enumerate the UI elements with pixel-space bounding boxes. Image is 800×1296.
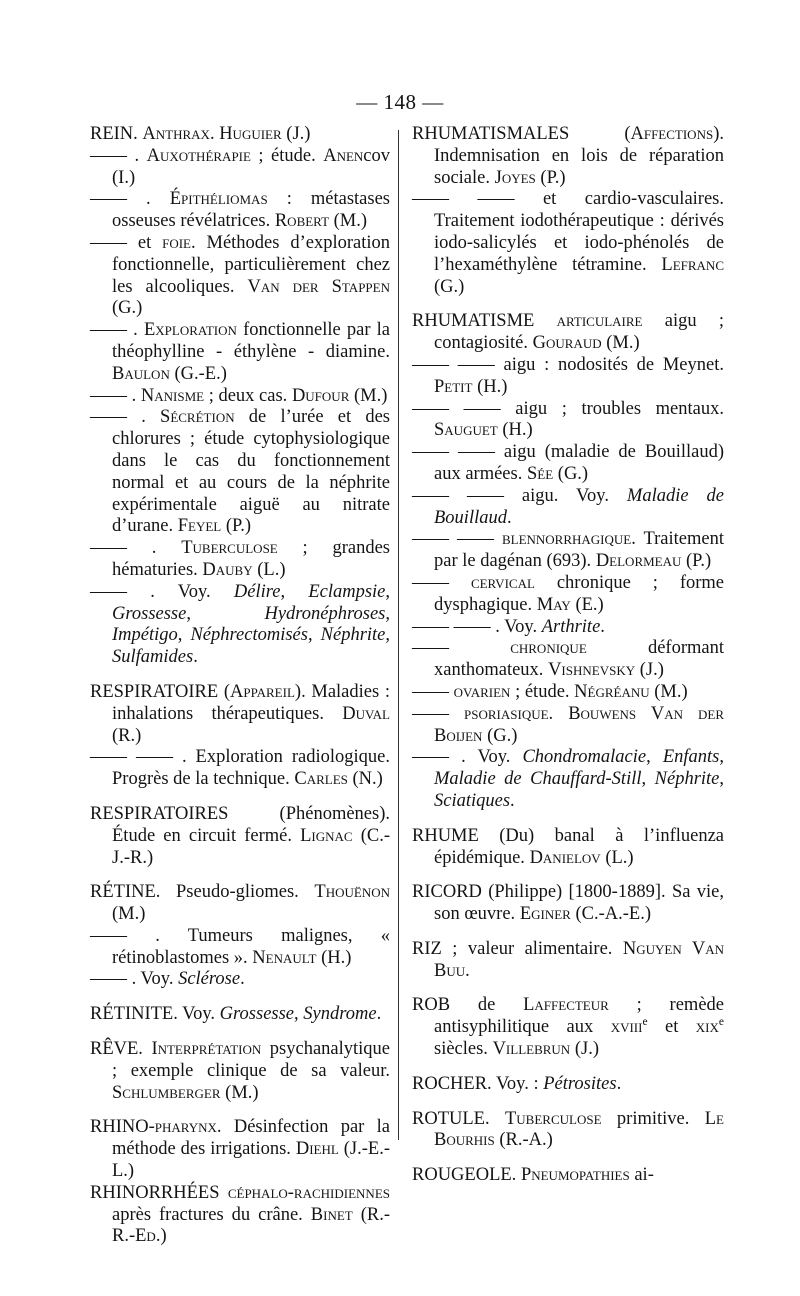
entry-text: (P.) bbox=[221, 516, 252, 537]
entry-text: —— —— aigu : nodosités de Meynet. bbox=[412, 354, 724, 375]
index-subentry bbox=[90, 926, 390, 970]
index-subentry bbox=[412, 573, 724, 617]
entry-text: ). Indemnisation en lois de réparation sociale. bbox=[434, 124, 724, 188]
entry-text: —— . bbox=[90, 385, 141, 406]
entry-text: (L.) bbox=[600, 847, 634, 868]
index-subentry bbox=[90, 233, 390, 320]
page-number: — 148 — bbox=[356, 90, 444, 114]
index-subentry bbox=[412, 638, 724, 682]
entry-text: Vishnevsky bbox=[548, 660, 636, 681]
entry-text: , bbox=[177, 625, 191, 646]
entry-text: Sauguet bbox=[434, 420, 498, 441]
index-entry bbox=[90, 1039, 390, 1104]
entry-text: après fractures du crâne. bbox=[112, 1204, 311, 1225]
index-entry bbox=[412, 826, 724, 870]
entry-text: Arthrite bbox=[541, 616, 601, 637]
entry-text: , bbox=[280, 581, 309, 602]
entry-text: ; deux cas. bbox=[204, 385, 292, 406]
entry-text: RESPIRATOIRE ( bbox=[90, 681, 230, 702]
index-subentry bbox=[412, 529, 724, 573]
entry-text: céphalo-rachidiennes bbox=[227, 1182, 390, 1203]
index-entry bbox=[90, 124, 390, 146]
entry-text: Affections bbox=[630, 124, 714, 144]
index-subentry bbox=[412, 486, 724, 530]
index-subentry bbox=[90, 407, 390, 538]
index-subentry bbox=[90, 146, 390, 190]
entry-text: Lefranc bbox=[661, 254, 724, 275]
index-subentry bbox=[90, 386, 390, 408]
index-subentry bbox=[90, 1183, 390, 1248]
index-entry bbox=[412, 939, 724, 983]
entry-text: e bbox=[642, 1016, 648, 1029]
entry-text: (R.-A.) bbox=[494, 1130, 553, 1151]
entry-text: siècles. bbox=[434, 1039, 493, 1060]
entry-text: (C.-A.-E.) bbox=[570, 904, 651, 925]
index-entry bbox=[412, 1074, 724, 1096]
entry-text: chronique bbox=[510, 638, 587, 659]
entry-text: RHINORRHÉES bbox=[90, 1182, 228, 1203]
entry-text: Van der Stappen bbox=[247, 276, 390, 297]
entry-text: Bouwens Van der Boijen bbox=[434, 703, 725, 746]
entry-text: Auxothérapie bbox=[146, 145, 251, 166]
entry-text: Robert bbox=[274, 211, 330, 232]
entry-text: RHUME (Du) banal à l’influenza épidémique. bbox=[412, 825, 724, 868]
entry-text: —— —— . Voy. bbox=[412, 616, 542, 637]
entry-text: Nenault bbox=[252, 947, 317, 968]
entry-text: ; grandes hématuries. bbox=[112, 538, 390, 580]
index-subentry bbox=[412, 189, 724, 298]
index-entry bbox=[412, 882, 724, 926]
left-column bbox=[90, 124, 390, 1248]
entry-text: ovarien bbox=[453, 681, 511, 702]
entry-text: Feyel bbox=[177, 516, 222, 537]
index-subentry bbox=[412, 747, 724, 812]
index-subentry bbox=[90, 582, 390, 669]
entry-text: (E.) bbox=[570, 594, 604, 615]
index-entry bbox=[412, 995, 724, 1060]
entry-text: (G.) bbox=[482, 725, 518, 746]
entry-text: . bbox=[548, 703, 569, 724]
entry-text: RHINO- bbox=[90, 1117, 155, 1138]
entry-text: Pneumopathies bbox=[520, 1165, 630, 1186]
index-subentry bbox=[90, 320, 390, 385]
entry-text: (L.) bbox=[252, 559, 286, 580]
index-subentry bbox=[412, 617, 724, 639]
entry-text: RÉTINITE. Voy. bbox=[90, 1004, 220, 1025]
entry-text: Tuberculose bbox=[181, 538, 278, 559]
entry-text: (J.-E.-L.) bbox=[112, 1139, 391, 1182]
entry-text: Exploration bbox=[143, 320, 237, 341]
entry-text: (P.) bbox=[681, 551, 712, 572]
entry-text: Joyes bbox=[494, 167, 536, 188]
column-divider bbox=[398, 130, 399, 1140]
entry-text: , bbox=[641, 769, 655, 790]
entry-text: primitive. bbox=[601, 1108, 705, 1129]
entry-text: Binet bbox=[310, 1204, 353, 1225]
index-entry bbox=[412, 124, 724, 189]
entry-text: Appareil bbox=[230, 681, 295, 702]
entry-text: RÊVE. bbox=[90, 1039, 152, 1060]
index-subentry bbox=[90, 538, 390, 582]
entry-text: Tuberculose bbox=[504, 1108, 602, 1129]
entry-text: Delormeau bbox=[595, 551, 682, 572]
entry-text: Néphrite bbox=[654, 769, 720, 790]
entry-text: , bbox=[307, 625, 321, 646]
entry-text: (H.) bbox=[472, 376, 508, 397]
entry-text: Sclérose bbox=[178, 969, 241, 990]
entry-text: Anen bbox=[323, 145, 364, 166]
entry-text: Néphrite bbox=[320, 625, 386, 646]
index-entry bbox=[90, 882, 390, 926]
entry-text: Interprétation bbox=[151, 1039, 262, 1060]
entry-text: Sulfamides bbox=[112, 647, 194, 668]
entry-text: —— . bbox=[90, 145, 147, 166]
entry-text: Villebrun bbox=[492, 1039, 571, 1060]
entry-text: —— bbox=[412, 572, 471, 593]
entry-text: (M.) bbox=[601, 333, 640, 354]
entry-text: —— . bbox=[90, 320, 144, 341]
entry-text: Gouraud bbox=[532, 333, 602, 354]
entry-text: —— et bbox=[90, 232, 163, 253]
entry-text: Lignac bbox=[300, 825, 353, 846]
entry-text: REIN. bbox=[90, 124, 143, 144]
entry-text: . bbox=[193, 647, 198, 668]
entry-text: Dauby bbox=[202, 559, 253, 580]
entry-text: Eginer bbox=[519, 904, 571, 925]
entry-text: Négréanu bbox=[574, 681, 650, 702]
entry-text: , bbox=[385, 625, 391, 646]
entry-text: Nanisme bbox=[140, 385, 205, 406]
entry-text: . Traitement par le dagénan (693). bbox=[434, 529, 725, 572]
entry-text: , bbox=[646, 747, 663, 768]
index-subentry bbox=[412, 399, 724, 443]
entry-text: (H.) bbox=[497, 420, 533, 441]
entry-text: (J.) bbox=[635, 660, 664, 681]
entry-text: . bbox=[600, 616, 605, 637]
index-entry bbox=[412, 1109, 724, 1153]
entry-text: ; étude. bbox=[510, 681, 575, 702]
entry-text: —— bbox=[412, 681, 454, 702]
entry-text: . bbox=[465, 960, 470, 981]
entry-text: Danielov bbox=[529, 847, 601, 868]
entry-text: Anthrax. Huguier bbox=[142, 124, 282, 144]
entry-text: . bbox=[506, 507, 512, 528]
entry-text: Épithéliomas bbox=[169, 189, 268, 210]
entry-text: —— . Voy. bbox=[90, 581, 234, 602]
entry-text: Thouënon bbox=[314, 882, 390, 903]
entry-text: Enfants bbox=[662, 747, 720, 768]
entry-text: ). Maladies : inhalations thérapeutiques. bbox=[112, 681, 390, 724]
index-entry bbox=[412, 311, 724, 355]
index-subentry bbox=[412, 442, 724, 486]
entry-text: (N.) bbox=[347, 769, 383, 790]
entry-text: ; remède antisyphilitique aux bbox=[434, 995, 724, 1038]
index-subentry bbox=[90, 747, 390, 791]
index-subentry bbox=[412, 704, 724, 748]
entry-text: Syndrome bbox=[303, 1004, 377, 1025]
entry-text: . bbox=[240, 969, 245, 990]
entry-text: , bbox=[186, 603, 265, 624]
entry-text: (R.) bbox=[112, 725, 142, 746]
entry-text: (G.) bbox=[434, 276, 465, 297]
entry-text: xix bbox=[695, 1017, 719, 1038]
entry-text: xviii bbox=[610, 1017, 643, 1038]
index-entry bbox=[90, 1004, 390, 1026]
entry-text: —— . bbox=[90, 538, 182, 559]
entry-text: (R.-R.- bbox=[112, 1204, 390, 1247]
entry-text: (G.) bbox=[553, 463, 589, 484]
index-subentry bbox=[90, 189, 390, 233]
entry-text: (H.) bbox=[316, 947, 352, 968]
entry-text: Maladie de Chauffard-Still bbox=[434, 769, 642, 790]
entry-text: Laffecteur bbox=[523, 995, 609, 1016]
entry-text: Grossesse bbox=[112, 603, 187, 624]
entry-text: Baulon bbox=[112, 363, 170, 384]
entry-text: —— —— bbox=[412, 529, 502, 550]
entry-text: Carles bbox=[294, 769, 348, 790]
index-entry bbox=[412, 1165, 724, 1187]
entry-text: e bbox=[718, 1016, 724, 1029]
entry-text: (M.) bbox=[649, 681, 688, 702]
entry-text: —— —— aigu. Voy. bbox=[412, 485, 627, 506]
entry-text: Sciatiques bbox=[434, 790, 511, 811]
entry-text: . bbox=[616, 1073, 622, 1094]
entry-text: Nguyen Van Buu bbox=[434, 938, 724, 981]
entry-text: —— —— et cardio-vasculaires. Traitement iodothérapeutique : dérivés iodo-salicylés et iodo-phénolés de l’hexaméthylène tétramine. bbox=[412, 189, 724, 275]
right-column bbox=[412, 124, 724, 1187]
entry-text: chronique ; forme dysphagique. bbox=[434, 572, 724, 615]
entry-text: cov (I.) bbox=[112, 145, 391, 188]
entry-text: —— . bbox=[90, 407, 161, 428]
entry-text: RÉTINE. Pseudo-gliomes. bbox=[90, 882, 315, 903]
entry-text: (M.) bbox=[349, 385, 388, 406]
entry-text: RIZ ; valeur alimentaire. bbox=[412, 938, 623, 959]
index-entry bbox=[90, 682, 390, 747]
entry-text: , bbox=[294, 1004, 304, 1025]
entry-text: Hydronéphroses bbox=[264, 603, 386, 624]
entry-text: Pétrosites bbox=[543, 1073, 617, 1094]
entry-text: Impétigo bbox=[112, 625, 178, 646]
entry-text: RICORD (Philippe) [1800-1889]. Sa vie, son œuvre. bbox=[412, 882, 724, 925]
entry-text: : métastases osseuses révélatrices. bbox=[112, 189, 390, 232]
entry-text: —— . Tumeurs malignes, « rétinoblastomes ». bbox=[90, 925, 390, 968]
entry-text: Délire bbox=[233, 581, 281, 602]
entry-text: Le Bourhis bbox=[434, 1108, 724, 1151]
entry-text: Maladie de Bouillaud bbox=[434, 485, 724, 528]
entry-text: —— bbox=[412, 703, 465, 724]
index-subentry bbox=[412, 682, 724, 704]
entry-text: ; étude. bbox=[250, 145, 324, 166]
entry-text: Schlumberger bbox=[112, 1082, 221, 1103]
index-entry bbox=[90, 1117, 390, 1182]
entry-text: , bbox=[385, 581, 390, 602]
entry-text: RHUMATISMALES ( bbox=[412, 124, 631, 144]
entry-text: Chondromalacie bbox=[522, 747, 647, 768]
entry-text: Grossesse bbox=[219, 1004, 295, 1025]
entry-text: (M.) bbox=[329, 211, 368, 232]
entry-text: aigu ; contagiosité. bbox=[434, 311, 724, 354]
entry-text: Ed bbox=[135, 1226, 156, 1247]
entry-text: de l’urée et des chlorures ; étude cytophysiologique dans le cas du fonctionnement normal et au cours de la néphrite expérimentale aiguë au nitrate d’urane. bbox=[112, 407, 391, 537]
entry-text: (C.-J.-R.) bbox=[112, 825, 391, 868]
entry-text: Sée bbox=[526, 463, 554, 484]
entry-text: RHUMATISME bbox=[412, 311, 557, 332]
index-subentry bbox=[90, 969, 390, 991]
entry-text: (M.) bbox=[220, 1082, 259, 1103]
entry-text: Eclampsie bbox=[308, 581, 386, 602]
index-entry bbox=[90, 804, 390, 869]
entry-text: articulaire bbox=[556, 311, 643, 332]
entry-text: ai- bbox=[629, 1165, 654, 1186]
entry-text: blennorrhagique bbox=[501, 529, 632, 550]
entry-text: psoriasique bbox=[464, 703, 549, 724]
entry-text: —— —— . Exploration radiologique. Progrès de la technique. bbox=[90, 747, 390, 790]
entry-text: , bbox=[719, 747, 724, 768]
entry-text: ROTULE. bbox=[412, 1108, 505, 1129]
entry-text: (G.-E.) bbox=[169, 363, 227, 384]
entry-text: —— . Voy. bbox=[90, 969, 179, 990]
index-subentry bbox=[412, 355, 724, 399]
entry-text: Duval bbox=[342, 703, 390, 724]
entry-text: ROUGEOLE. bbox=[412, 1165, 521, 1186]
entry-text: (J.) bbox=[281, 124, 311, 144]
entry-text: . bbox=[510, 790, 515, 811]
entry-text: (J.) bbox=[570, 1039, 599, 1060]
entry-text: . Méthodes d’exploration fonctionnelle, particulièrement chez les alcooliques. bbox=[112, 232, 390, 297]
entry-text: Sécrétion bbox=[160, 407, 235, 428]
entry-text: foie bbox=[162, 232, 191, 253]
entry-text: pharynx bbox=[154, 1117, 217, 1138]
entry-text: —— bbox=[412, 638, 511, 659]
entry-text: —— . bbox=[90, 189, 170, 210]
entry-text: —— . Voy. bbox=[412, 747, 523, 768]
entry-text: , bbox=[719, 769, 725, 790]
entry-text: RESPIRATOIRES (Phénomènes). Étude en circuit fermé. bbox=[90, 803, 390, 846]
entry-text: —— —— aigu ; troubles mentaux. bbox=[412, 398, 724, 419]
entry-text: et bbox=[647, 1017, 696, 1038]
entry-text: May bbox=[536, 594, 571, 615]
entry-text: Diehl bbox=[295, 1139, 339, 1160]
entry-text: psychanalytique ; exemple clinique de sa valeur. bbox=[112, 1039, 390, 1081]
entry-text: (G.) bbox=[112, 298, 143, 319]
entry-text: déformant xanthomateux. bbox=[434, 638, 724, 681]
entry-text: (P.) bbox=[535, 167, 566, 188]
entry-text: ROCHER. Voy. : bbox=[412, 1073, 544, 1094]
entry-text: , bbox=[385, 603, 390, 624]
entry-text: . bbox=[376, 1004, 382, 1025]
entry-text: Néphrectomisés bbox=[190, 625, 308, 646]
entry-text: (M.) bbox=[112, 904, 146, 925]
entry-text: .) bbox=[155, 1226, 167, 1247]
entry-text: fonctionnelle par la théophylline - éthylène - diamine. bbox=[112, 320, 391, 362]
entry-text: —— —— aigu (maladie de Bouillaud) aux armées. bbox=[412, 442, 724, 484]
entry-text: ROB de bbox=[412, 995, 524, 1016]
entry-text: Petit bbox=[434, 376, 473, 397]
entry-text: Dufour bbox=[291, 385, 350, 406]
entry-text: . Désinfection par la méthode des irrigations. bbox=[112, 1117, 390, 1160]
entry-text: cervical bbox=[470, 572, 535, 593]
